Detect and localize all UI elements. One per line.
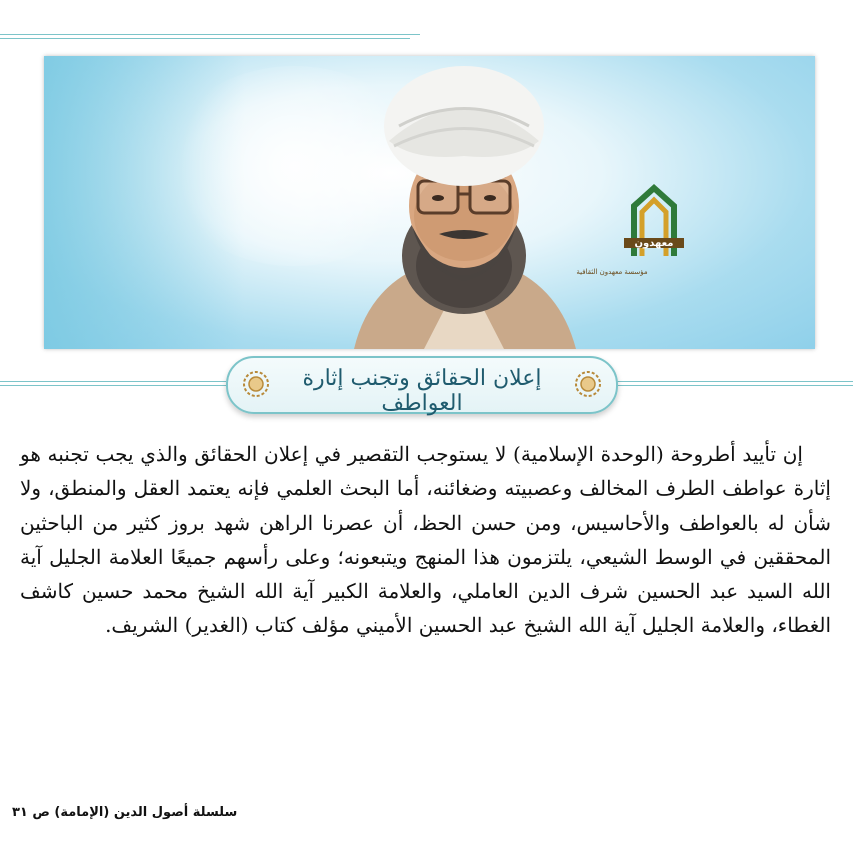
header-banner xyxy=(44,56,815,349)
source-citation: سلسلة أصول الدين (الإمامة) ص ٣١ xyxy=(12,805,238,820)
body-paragraph xyxy=(20,437,831,643)
paragraph-text: إن تأييد أطروحة (الوحدة الإسلامية) لا يستوجب التقصير في إعلان الحقائق والذي يجب تجنبه هو إثارة عواطف الطرف المخالف وعصبيته وضغائنه، أما البحث العلمي فإنه يعتمد العقل والمنطق، ولا شأن له بالعواطف والأحاسيس، ومن حسن الحظ، أن عصرنا الراهن شهد بروز كثير من الباحثين المحققين في الوسط الشيعي، يلتزمون هذا المنهج ويتبعونه؛ وعلى رأسهم جميعًا العلامة الجليل آية الله السيد عبد الحسين شرف الدين العاملي، والعلامة الكبير آية الله الشيخ محمد حسين كاشف الغطاء، والعلامة الجليل آية الله الشيخ عبد الحسين الأميني مؤلف كتاب (الغدير) الشريف. xyxy=(20,442,831,638)
top-decorative-rule xyxy=(0,34,420,40)
title-box xyxy=(226,356,618,414)
institute-logo-icon xyxy=(614,176,694,276)
page-title: إعلان الحقائق وتجنب إثارة العواطف xyxy=(302,366,542,416)
logo-subtitle: مؤسسة معهدون الثقافية xyxy=(576,268,648,276)
logo-name: معهدون xyxy=(634,238,674,249)
portrait-illustration xyxy=(314,56,614,349)
rosette-ornament-icon xyxy=(242,370,270,398)
title-bar xyxy=(0,350,853,420)
rosette-ornament-icon xyxy=(574,370,602,398)
